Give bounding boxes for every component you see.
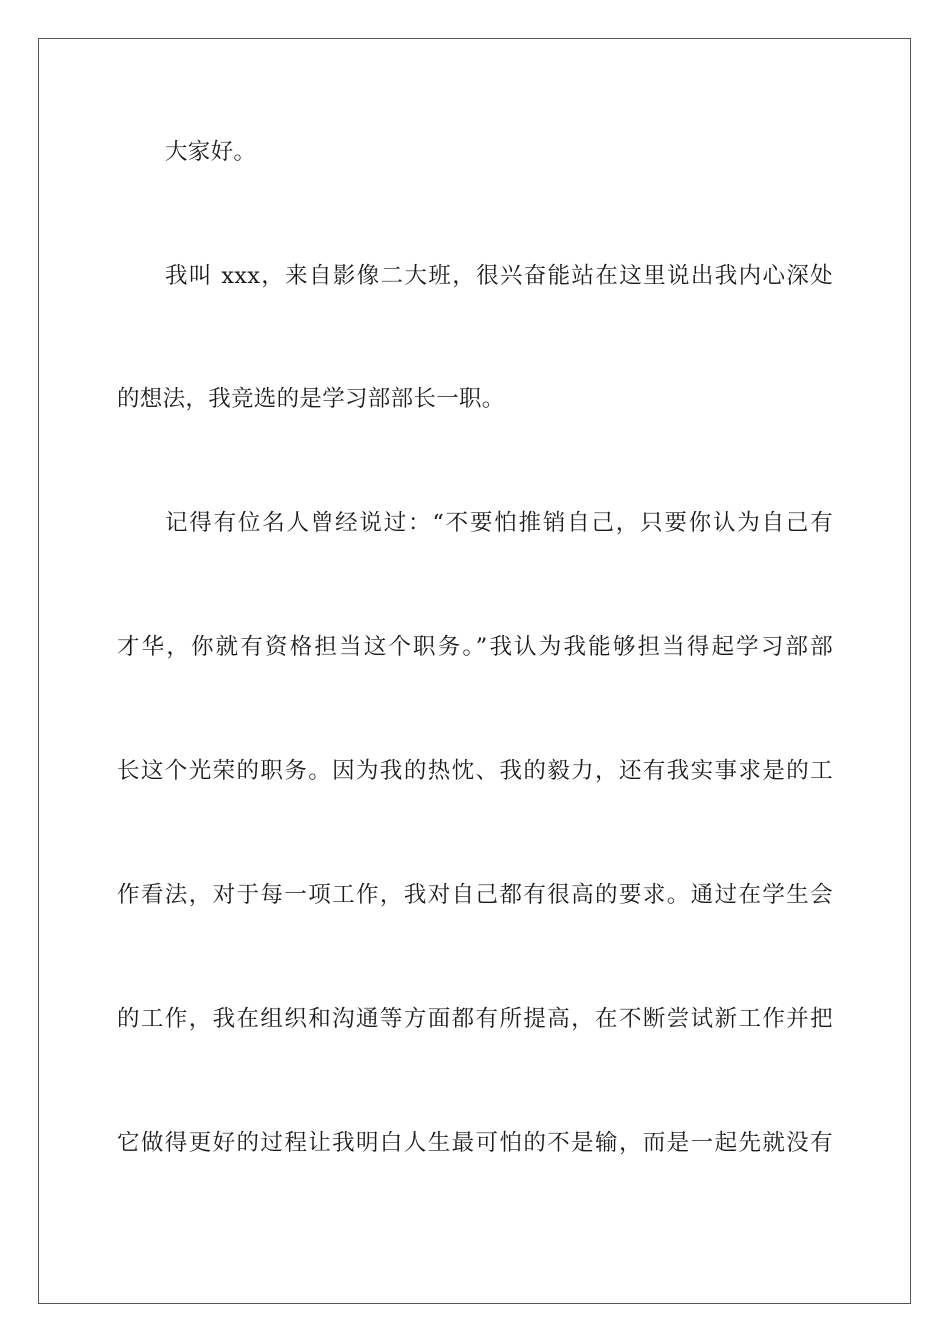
paragraph-3-line-3: 长这个光荣的职务。因为我的热忱、我的毅力，还有我实事求是的工	[117, 758, 833, 784]
paragraph-3-line-4: 作看法，对于每一项工作，我对自己都有很高的要求。通过在学生会	[117, 882, 833, 908]
paragraph-3-line-1: 记得有位名人曾经说过：“不要怕推销自己，只要你认为自己有	[165, 510, 833, 536]
paragraph-2-line-1: 我叫 xxx，来自影像二大班，很兴奋能站在这里说出我内心深处	[165, 263, 833, 289]
paragraph-3-line-5: 的工作，我在组织和沟通等方面都有所提高，在不断尝试新工作并把	[117, 1006, 833, 1032]
paragraph-3-line-2: 才华，你就有资格担当这个职务。”我认为我能够担当得起学习部部	[117, 634, 833, 660]
page-border	[38, 38, 911, 1304]
paragraph-2-line-2: 的想法，我竞选的是学习部部长一职。	[117, 386, 505, 412]
paragraph-1-line-1: 大家好。	[165, 139, 257, 165]
paragraph-3-line-6: 它做得更好的过程让我明白人生最可怕的不是输，而是一起先就没有	[117, 1130, 833, 1156]
